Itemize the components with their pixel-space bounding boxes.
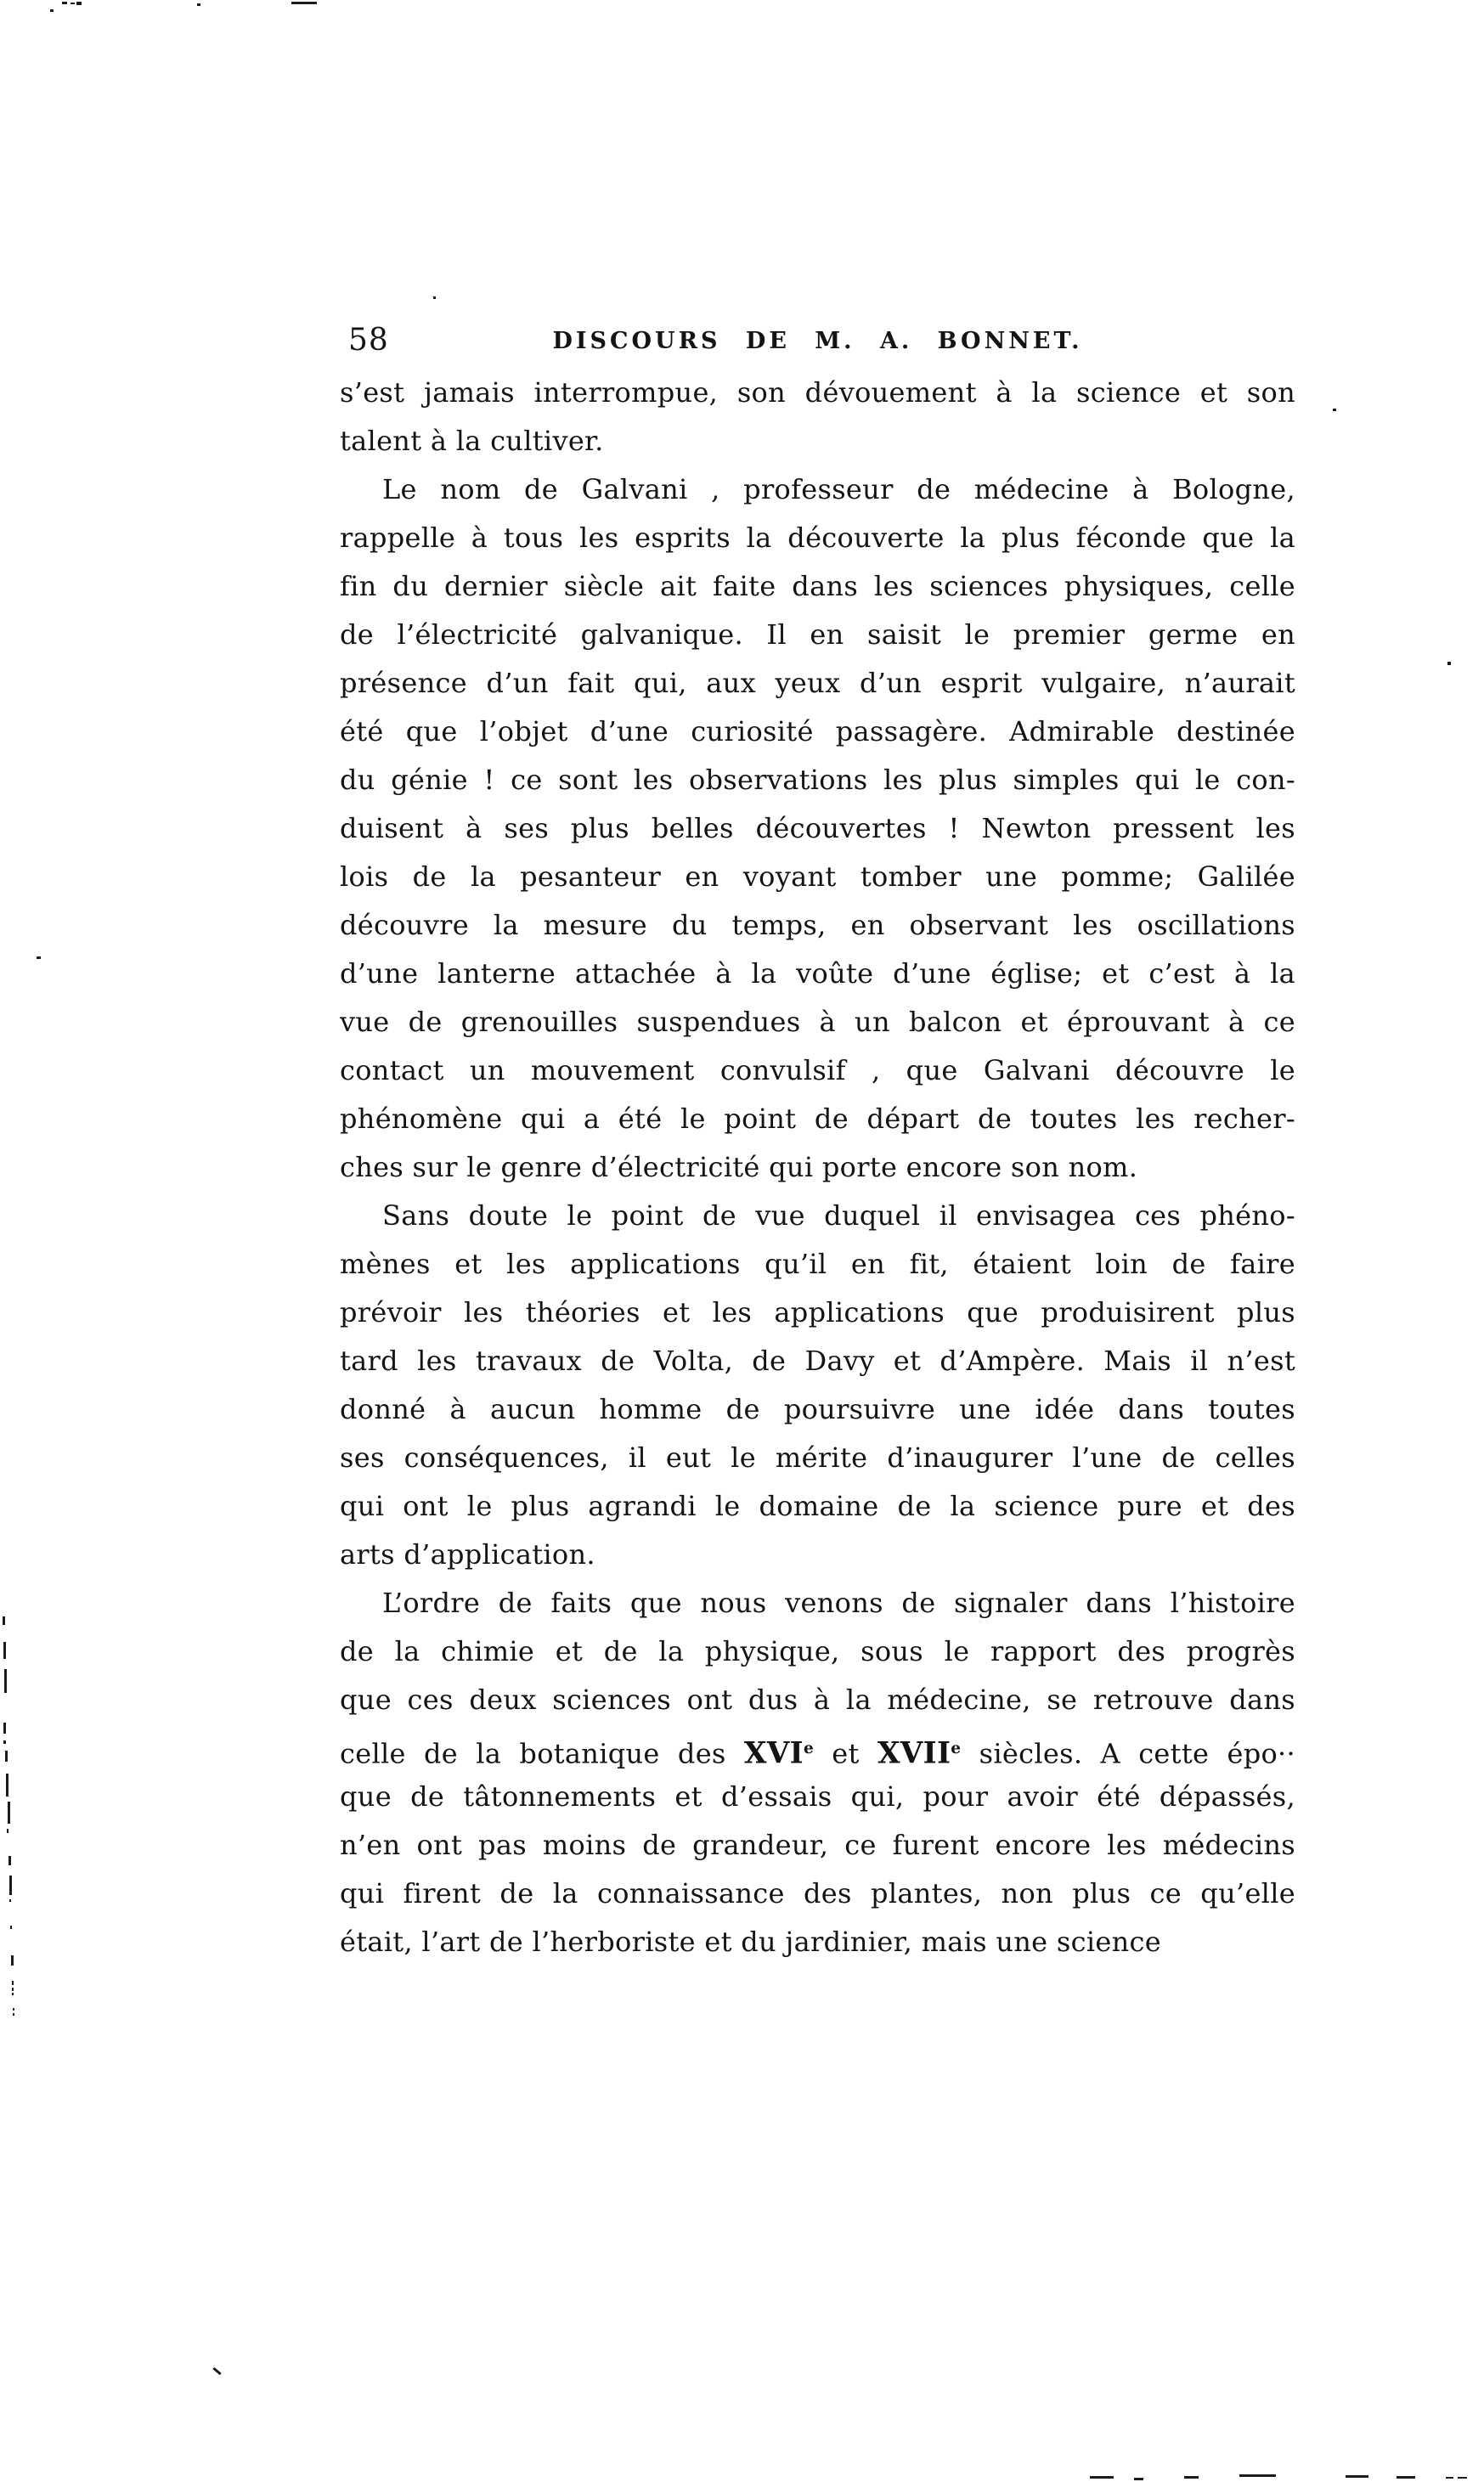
running-title: DISCOURS DE M. A. BONNET. [552,328,1083,354]
text-line: que de tâtonnements et d’essais qui, pour avoir été dépassés, [340,1780,1295,1813]
page-number: 58 [348,323,389,358]
text-segment: celle de la botanique des [340,1737,744,1770]
scan-artifact [9,1876,12,1895]
text-line-with-roman-numerals [340,1724,1295,1773]
scan-artifact [1333,409,1336,411]
text-line: s’est jamais interrompue, son dévouement à la science et son [340,376,1295,409]
roman-numeral-17: XVII [877,1736,951,1771]
scan-artifact [3,1642,6,1659]
scan-artifact [1090,2476,1114,2479]
scan-artifact [9,1899,11,1902]
text-line: que ces deux sciences ont dus à la médecine, se retrouve dans [340,1684,1295,1716]
scan-artifact [13,2008,14,2011]
text-line: été que l’objet d’une curiosité passagère. Admirable destinée [340,715,1295,747]
scan-artifact [12,1993,14,1995]
text-line: phénomène qui a été le point de départ de toutes les recher- [340,1103,1295,1135]
text-line: L’ordre de faits que nous venons de signaler dans l’histoire [382,1587,1295,1619]
text-line: duisent à ses plus belles découvertes ! Newton pressent les [340,812,1295,844]
page-header [340,325,1295,359]
scan-artifact [1134,2478,1143,2480]
scan-artifact [1184,2476,1199,2479]
scan-artifact [1397,2476,1415,2479]
text-block [340,369,1295,1966]
text-line: arts d’application. [340,1538,595,1571]
scan-artifact [37,956,41,959]
text-line: n’en ont pas moins de grandeur, ce furent encore les médecins [340,1829,1295,1861]
scan-artifact [12,1988,14,1991]
text-line: ses conséquences, il eut le mérite d’inaugurer l’une de celles [340,1441,1295,1474]
scan-artifact [11,1955,14,1966]
text-line: qui firent de la connaissance des plantes, non plus ce qu’elle [340,1877,1295,1909]
scan-artifact [3,1616,5,1625]
scan-artifact [6,1774,8,1797]
text-line: Sans doute le point de vue duquel il envisagea ces phéno- [382,1199,1295,1232]
ordinal-superscript: e [803,1740,815,1757]
text-line: qui ont le plus agrandi le domaine de la science pure et des [340,1490,1295,1522]
scan-artifact [13,2013,14,2016]
roman-numeral-16: XVI [743,1736,804,1771]
text-line: de l’électricité galvanique. Il en saisit le premier germe en [340,618,1295,651]
scan-artifact [7,1829,8,1833]
scan-artifact [1458,2477,1467,2479]
text-line: ches sur le genre d’électricité qui porte encore son nom. [340,1151,1138,1183]
text-line: prévoir les théories et les applications que produisirent plus [340,1296,1295,1328]
text-line: donné à aucun homme de poursuivre une idée dans toutes [340,1393,1295,1425]
text-line: rappelle à tous les esprits la découverte la plus féconde que la [340,522,1295,554]
text-line: Le nom de Galvani , professeur de médecine à Bologne, [382,473,1295,505]
scan-artifact [76,2,82,5]
scan-artifact [197,3,200,6]
text-line: lois de la pesanteur en voyant tomber une pomme; Galilée [340,860,1295,893]
scan-artifact [50,9,54,12]
scan-artifact [3,1740,6,1744]
text-line: d’une lanterne attachée à la voûte d’une église; et c’est à la [340,957,1295,990]
scan-artifact [1239,2474,1276,2477]
text-segment: siècles. A cette épo·· [961,1737,1295,1770]
text-line: talent à la cultiver. [340,425,604,457]
scan-artifact [212,2367,221,2375]
scan-artifact [1447,662,1451,665]
scan-artifact [291,2,317,4]
scan-artifact [12,1981,14,1985]
ordinal-superscript: e [951,1740,962,1757]
scan-artifact [5,1751,8,1762]
text-line: fin du dernier siècle ait faite dans les sciences physiques, celle [340,570,1295,602]
text-line: était, l’art de l’herboriste et du jardinier, mais une science [340,1926,1161,1958]
scan-artifact [8,1856,11,1865]
scan-artifact [71,3,75,4]
scan-artifact [433,296,436,299]
text-line: de la chimie et de la physique, sous le rapport des progrès [340,1635,1295,1667]
scan-artifact [10,1926,12,1929]
text-line: contact un mouvement convulsif , que Galvani découvre le [340,1054,1295,1086]
text-line: découvre la mesure du temps, en observant les oscillations [340,909,1295,941]
text-line: présence d’un fait qui, aux yeux d’un esprit vulgaire, n’aurait [340,667,1295,699]
scan-artifact [62,2,67,4]
scan-artifact [4,1669,7,1693]
text-line: mènes et les applications qu’il en fit, étaient loin de faire [340,1248,1295,1280]
text-segment: et [814,1737,877,1770]
text-line: vue de grenouilles suspendues à un balcon et éprouvant à ce [340,1006,1295,1038]
text-line: du génie ! ce sont les observations les plus simples qui le con- [340,764,1295,796]
text-line: tard les travaux de Volta, de Davy et d’Ampère. Mais il n’est [340,1345,1295,1377]
scan-artifact [3,1723,6,1734]
scan-artifact [1346,2475,1368,2478]
scan-artifact [8,1802,10,1824]
scan-artifact [1446,2477,1453,2479]
